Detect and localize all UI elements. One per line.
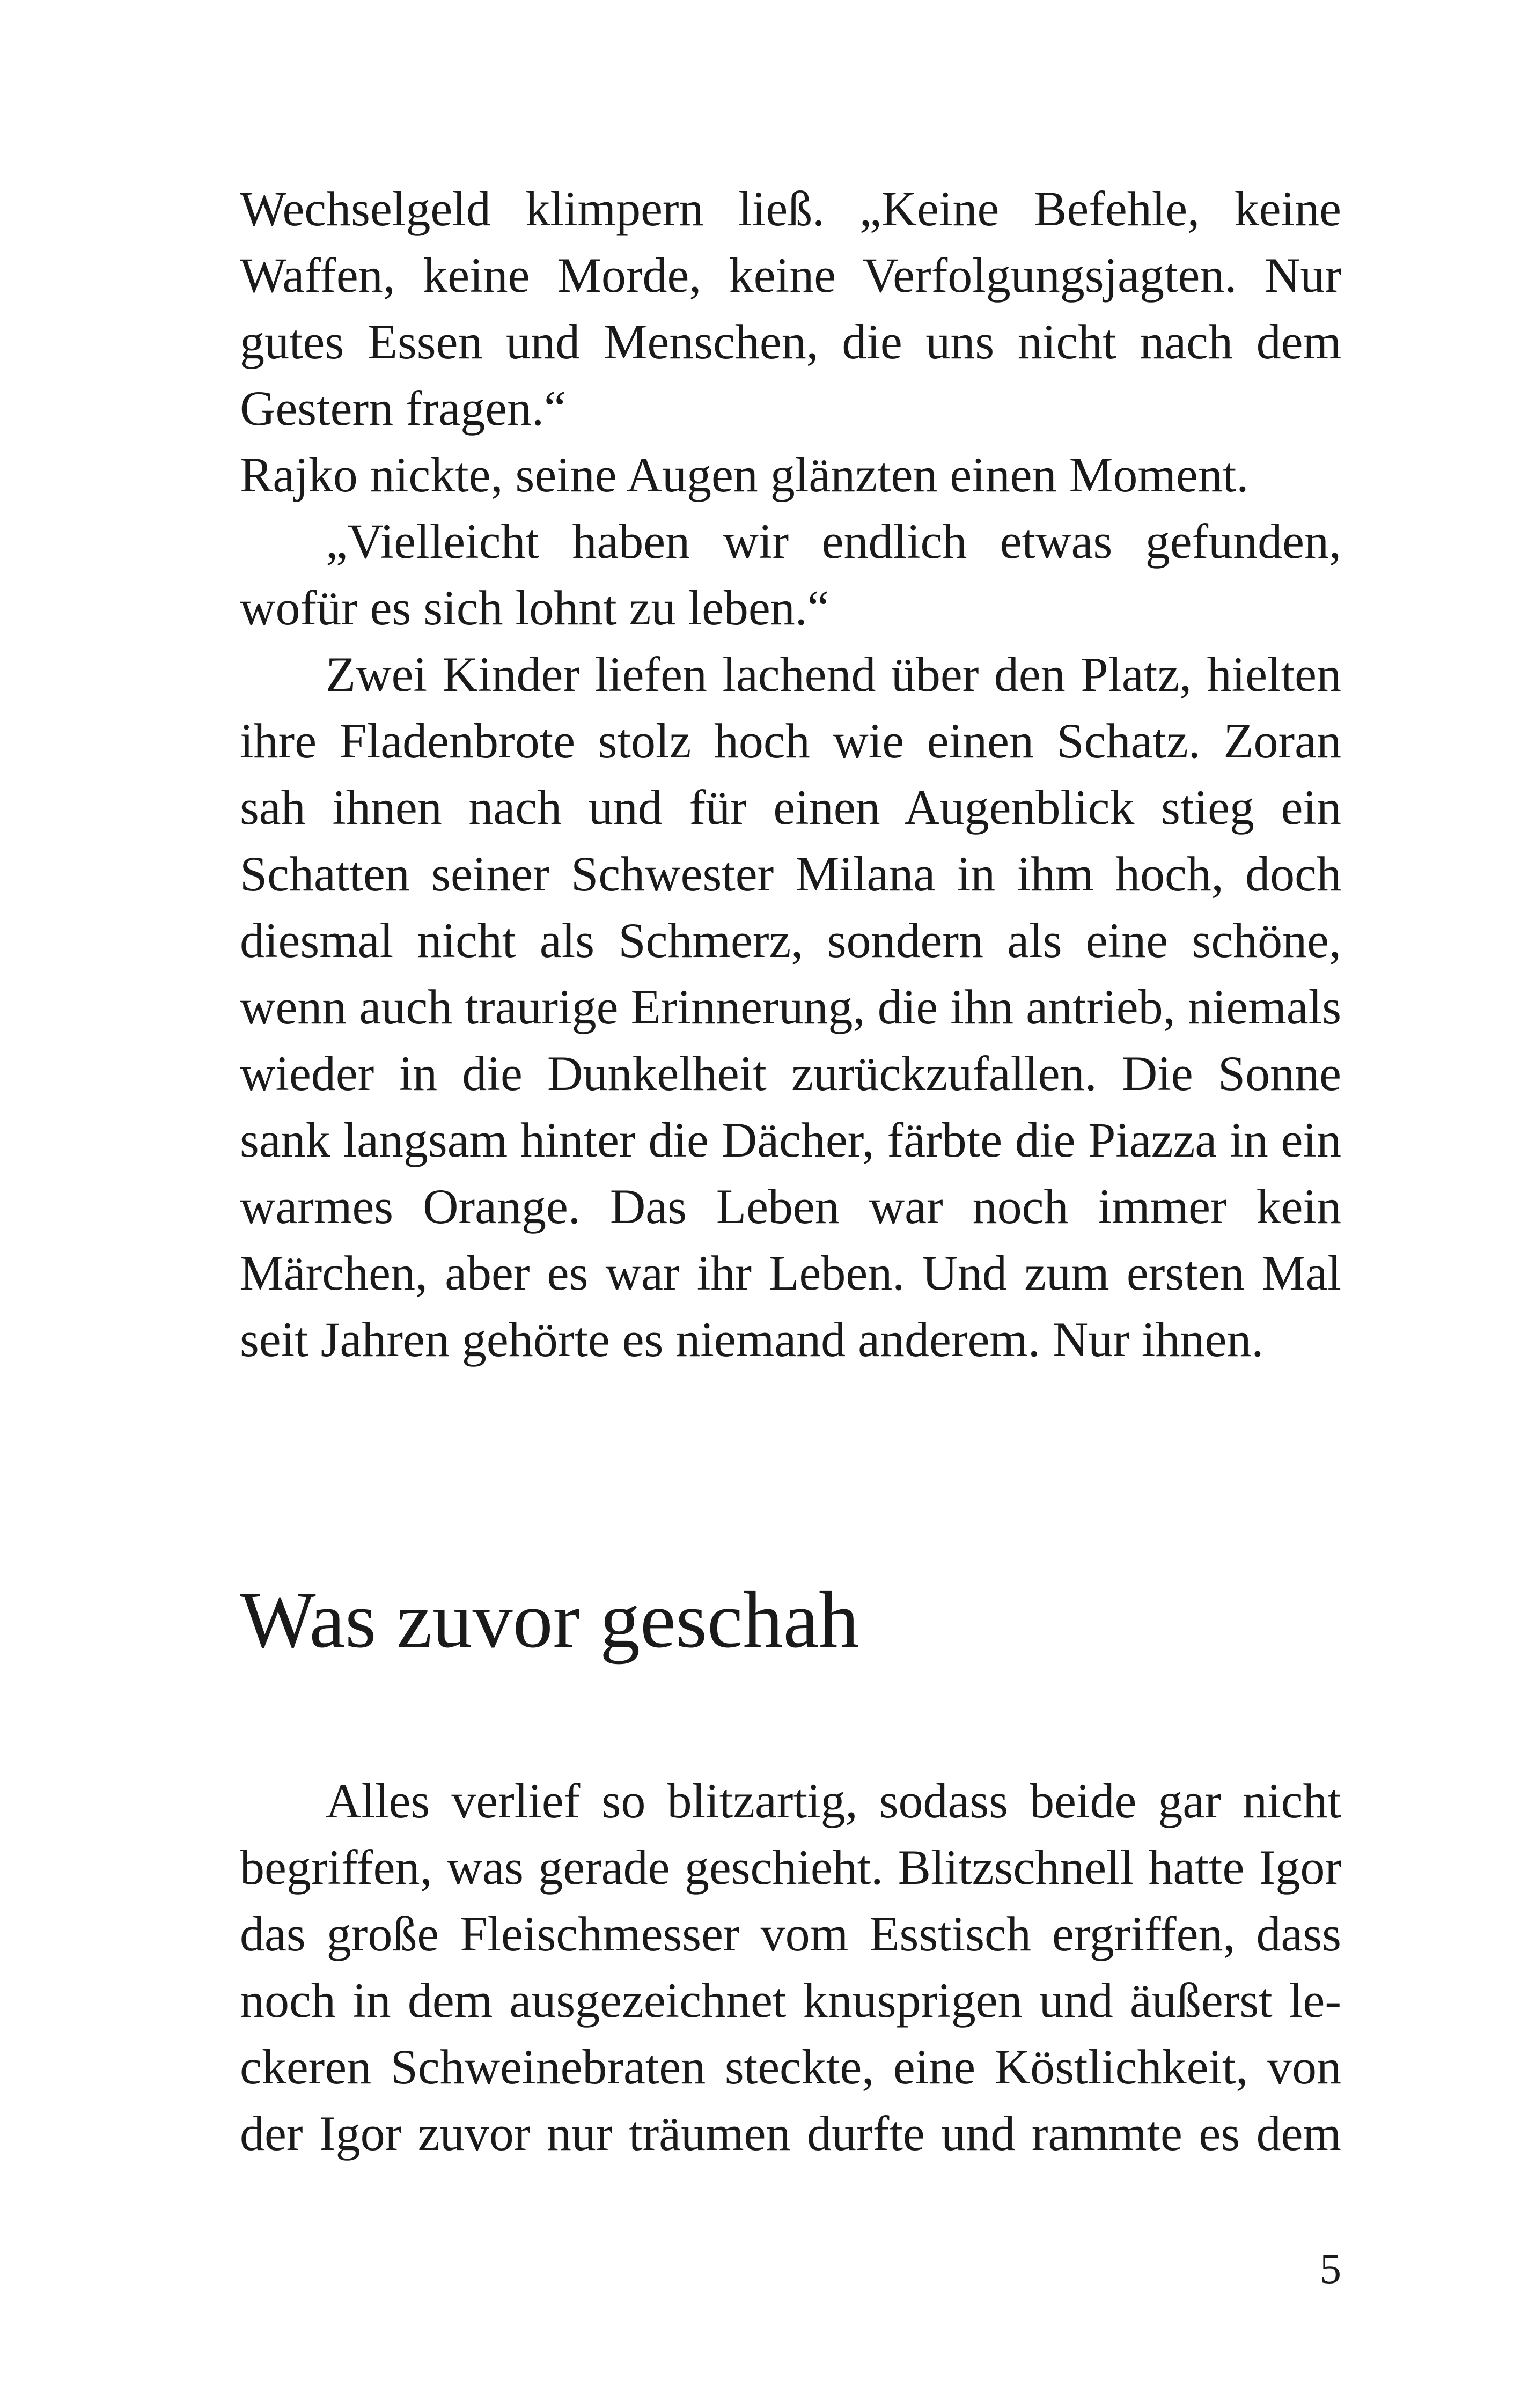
paragraph-continuation: Wechselgeld klimpern ließ. „Keine Befehle, keine Waffen, keine Morde, keine Verfolgungsjagten. Nur gutes Essen und Menschen, die uns nicht nach dem Gestern fragen.“ [240,181,1341,436]
chapter-heading: Was zuvor geschah [240,1575,859,1665]
paragraph-children: Zwei Kinder liefen lachend über den Platz, hielten ihre Fladenbrote stolz hoch wie einen Schatz. Zoran sah ihnen nach und für einen Augenblick stieg ein Schatten seiner Schwester Milana in ihm hoch, doch diesmal nicht als Schmerz, sondern als eine schöne, wenn auch traurige Erinnerung, die ihn antrieb, niemals wieder in die Dunkelheit zurückzufallen. Die Sonne sank langsam hinter die Dächer, färbte die Piazza in ein warmes Orange. Das Leben war noch immer kein Märchen, aber es war ihr Leben. Und zum ersten Mal seit Jahren gehörte es niemand anderem. Nur ihnen. [240,647,1341,1367]
body-text-top [240,175,1341,1373]
paragraph-quote: „Vielleicht haben wir endlich etwas gefunden, wofür es sich lohnt zu leben.“ [240,514,1341,635]
body-text-bottom [240,1768,1341,2167]
page-number: 5 [1320,2245,1341,2293]
paragraph-chapter-start: Alles verlief so blitzartig, sodass beide gar nicht begriffen, was gerade geschieht. Blitzschnell hatte Igor das große Fleischmesser vom Esstisch ergriffen, dass noch in dem ausgezeichnet knusprigen und äußerst leckeren Schweinebraten steckte, eine Köstlichkeit, von der Igor zuvor nur träumen durfte und rammte es dem [240,1773,1341,2161]
paragraph-rajko: Rajko nickte, seine Augen glänzten einen Moment. [240,447,1249,502]
